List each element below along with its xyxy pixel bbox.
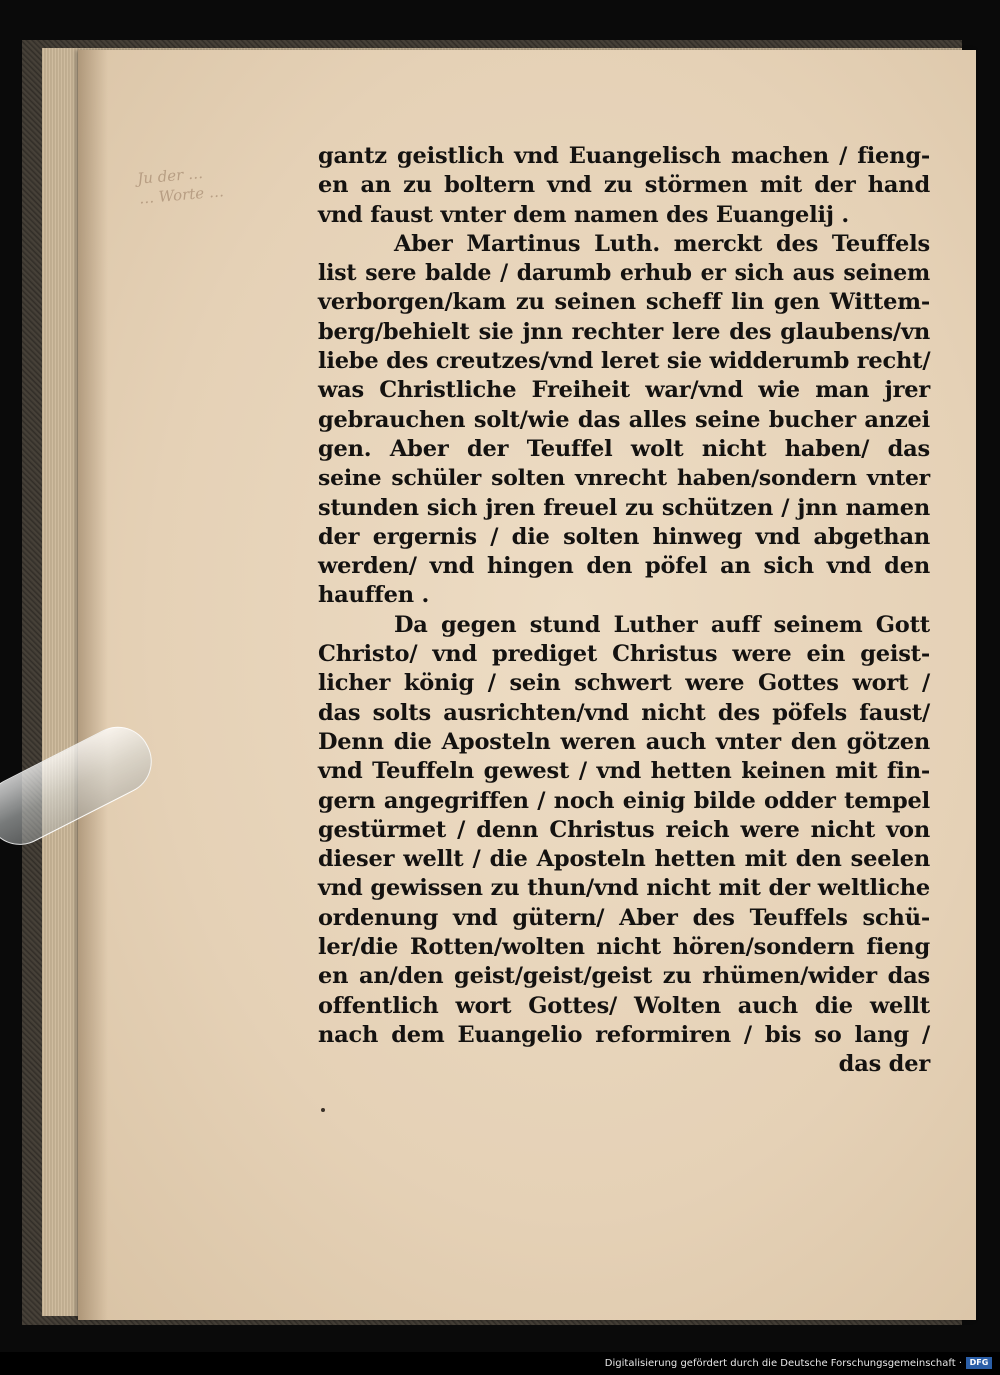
text-line: was Christliche Freiheit war/vnd wie man jrer — [318, 377, 930, 404]
text-line: gantz geistlich vnd Euangelisch machen / fieng- — [318, 143, 930, 169]
text-line: stunden sich jren freuel zu schützen / jnn namen — [318, 494, 930, 521]
text-line: ler/die Rotten/wolten nicht hören/sondern fieng — [318, 934, 930, 961]
text-line: gebrauchen solt/wie das alles seine bucher anzei — [318, 406, 930, 433]
catchword: das der — [838, 1051, 930, 1078]
text-line: vnd gewissen zu thun/vnd nicht mit der weltliche — [318, 875, 930, 902]
text-line: das solts ausrichten/vnd nicht des pöfels faust/ — [318, 699, 930, 726]
text-line: verborgen/kam zu seinen scheff lin gen Wittem- — [318, 289, 930, 316]
text-line: Denn die Aposteln weren auch vnter den götzen — [318, 728, 930, 755]
footer-credit: Digitalisierung gefördert durch die Deutsche Forschungsgemeinschaft · — [604, 1358, 962, 1369]
text-line: gestürmet / denn Christus reich were nicht von — [318, 816, 930, 843]
text-line: liebe des creutzes/vnd leret sie widderumb recht/ — [318, 348, 931, 375]
text-line: der ergernis / die solten hinweg vnd abgethan — [318, 523, 930, 550]
text-line: hauffen . — [318, 582, 430, 609]
text-line: Christo/ vnd prediget Christus were ein geist- — [318, 641, 930, 668]
text-line: Aber Martinus Luth. merckt des Teuffels — [394, 230, 930, 257]
text-line: licher könig / sein schwert were Gottes wort / — [318, 670, 930, 697]
text-line: dieser wellt / die Aposteln hetten mit den seelen — [318, 846, 930, 873]
text-line: werden/ vnd hingen den pöfel an sich vnd den — [318, 553, 930, 580]
text-line: gern angegriffen / noch einig bilde odder tempel — [318, 787, 930, 814]
text-line: seine schüler solten vnrecht haben/sondern vnter — [318, 465, 930, 492]
text-line: berg/behielt sie jnn rechter lere des glaubens/vn — [318, 318, 930, 345]
text-line: ordenung vnd gütern/ Aber des Teuffels schü- — [318, 904, 930, 931]
text-line: offentlich wort Gottes/ Wolten auch die wellt — [318, 992, 930, 1019]
text-line: nach dem Euangelio reformiren / bis so lang / — [318, 1021, 930, 1048]
ink-speck — [321, 1108, 325, 1112]
gutter-shadow — [78, 50, 108, 1320]
text-line: list sere balde / darumb erhub er sich aus seinem — [318, 260, 930, 287]
margin-annotation: Ju der … … Worte … — [136, 164, 225, 208]
body-text — [318, 142, 930, 1080]
text-line: vnd faust vnter dem namen des Euangelij . — [318, 201, 850, 228]
text-line: en an zu boltern vnd zu störmen mit der hand — [318, 172, 930, 199]
text-line: en an/den geist/geist/geist zu rhümen/wider das — [318, 963, 930, 990]
dfg-logo-icon: DFG — [966, 1357, 992, 1369]
text-line: gen. Aber der Teuffel wolt nicht haben/ das — [318, 435, 930, 462]
text-line: Da gegen stund Luther auff seinem Gott — [394, 611, 930, 638]
text-line: vnd Teuffeln gewest / vnd hetten keinen mit fin- — [318, 758, 930, 785]
